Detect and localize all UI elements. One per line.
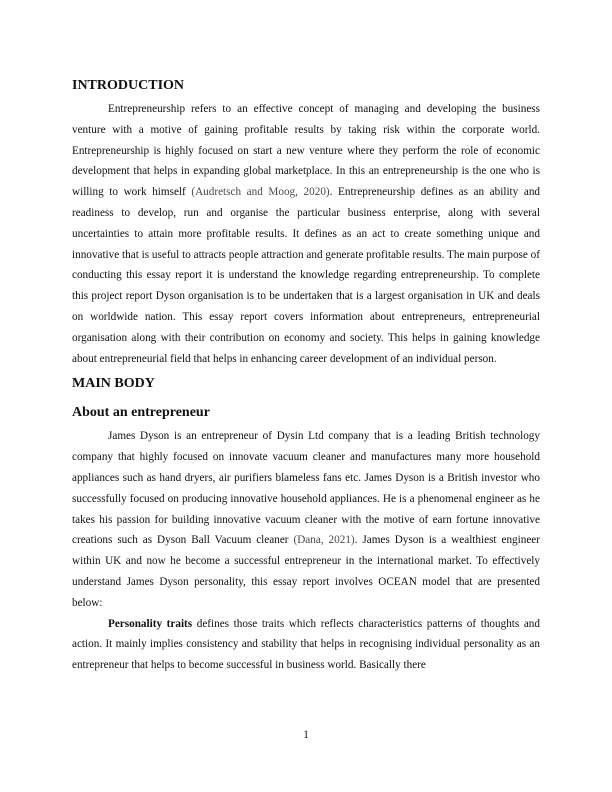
main-body-heading: MAIN BODY bbox=[72, 376, 155, 392]
document-page bbox=[72, 77, 540, 676]
about-text-b: . James Dyson is a wealthiest engineer within UK and now he become a successful entrepreneur in the international market. To effectively understand James Dyson personality, this essay report involves OCEAN model that are presented below: bbox=[72, 534, 541, 609]
page-number: 1 bbox=[303, 729, 309, 741]
about-text-a: James Dyson is an entrepreneur of Dysin Ltd company that is a leading British technology company that highly focused on innovate vacuum cleaner and manufactures many more household appliances such as hand dryers, air purifiers blameless fans etc. James Dyson is a British investor who successfully focused on producing innovative household appliances. He is a phenomenal engineer as he takes his passion for building innovative vacuum cleaner with the motive of earn fortune innovative creations such as Dyson Ball Vacuum cleaner bbox=[72, 430, 540, 547]
about-entrepreneur-paragraph bbox=[72, 426, 540, 613]
about-entrepreneur-subheading: About an entrepreneur bbox=[72, 405, 210, 421]
introduction-heading: INTRODUCTION bbox=[72, 78, 185, 93]
about-citation: (Dana, 2021) bbox=[293, 534, 355, 547]
personality-traits-text: defines those traits which reflects characteristics patterns of thoughts and action. It mainly implies consistency and stability that helps in recognising individual personality as an entrepreneur that helps to become successful in business world. Basically there bbox=[72, 617, 540, 672]
intro-citation: (Audretsch and Moog, 2020) bbox=[191, 186, 330, 199]
personality-traits-paragraph bbox=[72, 614, 540, 676]
intro-text-b: . Entrepreneurship defines as an ability and readiness to develop, run and organise the particular business enterprise, along with several uncertainties to attain more profitable results. It defines as an act to create something unique and innovative that is useful to attracts people attraction and generate profitable results. The main purpose of conducting this essay report it is understand the knowledge regarding entrepreneurship. To complete this project report Dyson organisation is to be undertaken that is a largest organisation in UK and deals on worldwide nation. This essay report covers information about entrepreneurs, entrepreneurial organisation along with their contribution on economy and society. This helps in gaining knowledge about entrepreneurial field that helps in enhancing career development of an individual person. bbox=[72, 186, 541, 365]
introduction-paragraph bbox=[72, 99, 540, 369]
intro-text-a: Entrepreneurship refers to an effective concept of managing and developing the business venture with a motive of gaining profitable results by taking risk within the corporate world. Entrepreneurship is highly focused on start a new venture where they perform the role of economic development that helps in expanding global marketplace. In this an entrepreneurship is the one who is willing to work himself bbox=[72, 103, 540, 199]
personality-traits-term: Personality traits bbox=[108, 617, 193, 630]
